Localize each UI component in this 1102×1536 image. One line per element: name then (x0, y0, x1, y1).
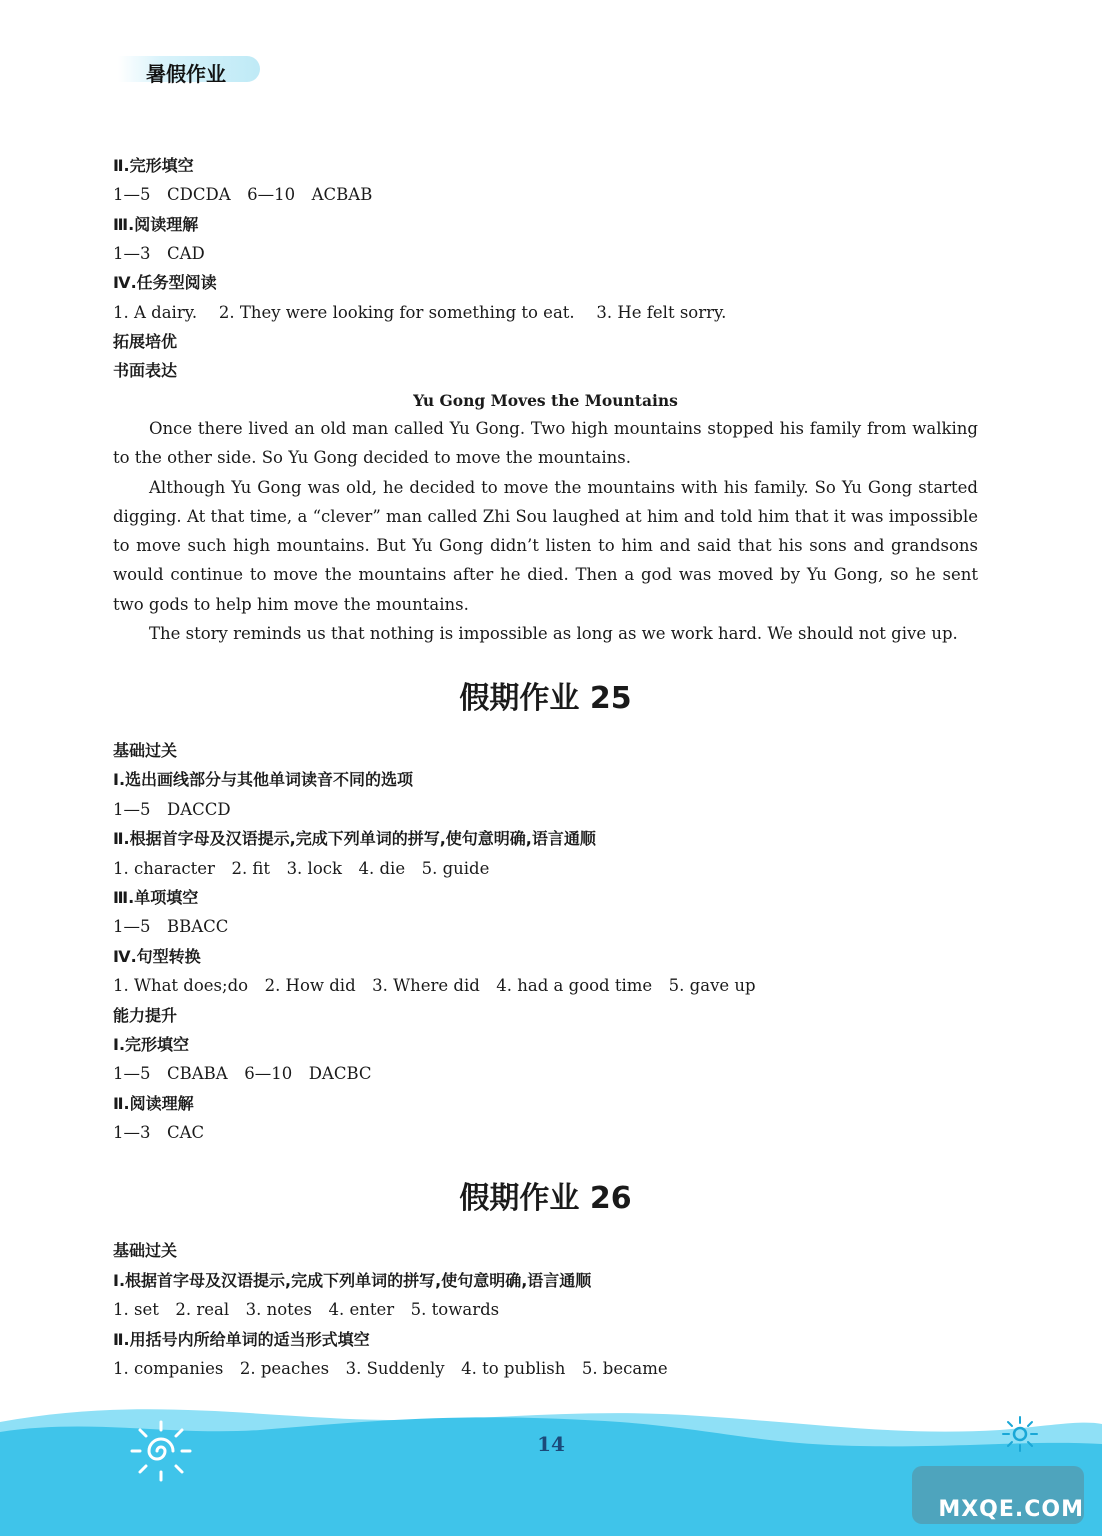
section-heading: 基础过关 (113, 741, 178, 760)
section-heading: 基础过关 (113, 1241, 178, 1260)
answer-line: 1. A dairy. 2. They were looking for something to eat. 3. He felt sorry. (113, 302, 727, 322)
essay-paragraph: Although Yu Gong was old, he decided to move the mountains with his family. So Yu Gong started digging. At that time, a “clever” man called Zhi Sou laughed at him and told him that it was impossible to move such high mountains. But Yu Gong didn’t listen to him and said that his sons and grandsons would continue to move the mountains after he died. Then a god was moved by Yu Gong, so he sent two gods to help him move the mountains. (113, 477, 978, 614)
watermark-text: MXQE.COM (938, 1497, 1084, 1522)
section-heading: Ⅱ.用括号内所给单词的适当形式填空 (113, 1329, 370, 1349)
essay-title: Yu Gong Moves the Mountains (413, 391, 678, 410)
section-heading: Ⅳ.句型转换 (113, 946, 201, 966)
answer-line: 1—3 CAD (113, 243, 205, 263)
section-heading: 能力提升 (113, 1005, 178, 1025)
homework-26-title: 假期作业 26 (459, 1181, 632, 1216)
section-heading: Ⅰ.完形填空 (113, 1035, 190, 1054)
answer-line: 1—5 DACCD (113, 799, 231, 819)
essay-paragraph: Once there lived an old man called Yu Gong. Two high mountains stopped his family from walking to the other side. So Yu Gong decided to move the mountains. (113, 419, 978, 468)
answer-line: 1. set 2. real 3. notes 4. enter 5. towards (113, 1300, 500, 1319)
answer-line: 1—5 BBACC (113, 917, 229, 937)
answer-line: 1. character 2. fit 3. lock 4. die 5. guide (113, 858, 490, 878)
answer-line: 1—5 CBABA 6—10 DACBC (113, 1064, 372, 1084)
header-title: 暑假作业 (146, 62, 226, 86)
page-number: 14 (537, 1432, 565, 1456)
section-heading: Ⅱ.根据首字母及汉语提示,完成下列单词的拼写,使句意明确,语言通顺 (113, 829, 596, 849)
section-heading: Ⅲ.单项填空 (113, 888, 199, 907)
section-heading: 拓展培优 (113, 331, 178, 351)
answer-line: 1—5 CDCDA 6—10 ACBAB (113, 185, 373, 205)
answer-line: 1. What does;do 2. How did 3. Where did 4. had a good time 5. gave up (113, 976, 756, 996)
section-heading: Ⅰ.根据首字母及汉语提示,完成下列单词的拼写,使句意明确,语言通顺 (113, 1270, 592, 1290)
essay-paragraph: The story reminds us that nothing is impossible as long as we work hard. We should not give up. (149, 624, 958, 644)
section-heading: Ⅰ.选出画线部分与其他单词读音不同的选项 (113, 770, 414, 790)
section-heading: Ⅳ.任务型阅读 (113, 273, 217, 293)
homework-25-title: 假期作业 25 (459, 681, 632, 716)
essay-body (113, 414, 978, 648)
answer-line: 1. companies 2. peaches 3. Suddenly 4. to publish 5. became (113, 1359, 668, 1378)
section-heading: 书面表达 (113, 361, 178, 381)
section-heading: Ⅱ.完形填空 (113, 156, 194, 175)
section-heading: Ⅲ.阅读理解 (113, 214, 199, 234)
answer-line: 1—3 CAC (113, 1123, 205, 1143)
section-heading: Ⅱ.阅读理解 (113, 1093, 194, 1113)
